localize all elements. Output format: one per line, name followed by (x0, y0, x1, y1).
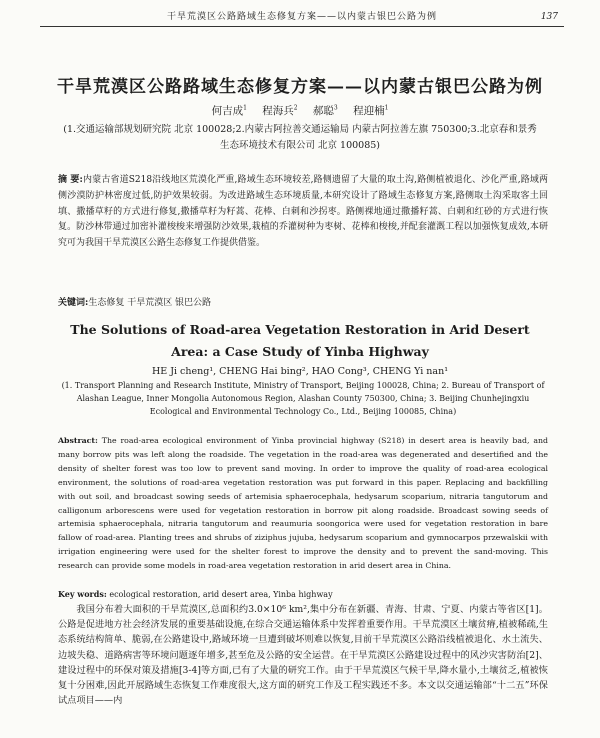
abstract-en-label: Abstract: (58, 436, 98, 445)
abstract-label: 摘 要: (58, 175, 83, 185)
keywords-en-label: Key words: (58, 589, 107, 599)
author-name: 程迎楠 (353, 105, 385, 117)
abstract-english (58, 434, 548, 573)
title-english (30, 319, 570, 363)
body-paragraph: 我国分布着大面积的干旱荒漠区,总面积约3.0×10⁶ km²,集中分布在新疆、青海、甘肃、宁夏、内蒙古等省区[1]。公路是促进地方社会经济发展的重要基础设施,在综合交通运输体系中发挥着重要作用。干旱荒漠区土壤贫瘠,植被稀疏,生态系统结构简单、脆弱,在公路建设中,路域环境一旦遭到破坏则难以恢复,目前干旱荒漠区公路沿线植被退化、水土流失、边坡失稳、道路病害等环境问题逐年增多,甚至危及公路的安全运营。在干旱荒漠区公路建设过程中的风沙灾害防治[2]、建设过程中的环保对策及措施[3-4]等方面,已有了大量的研究工作。由于干旱荒漠区气候干旱,降水量小,土壤贫乏,植被恢复十分困难,因此开展路域生态恢复工作难度很大,这方面的研究工作及工程实践还不多。本文以交通运输部“十二五”环保试点项目——内 (58, 604, 548, 707)
title-english-line-2: Area: a Case Study of Yinba Highway (171, 344, 429, 359)
author-mark: 3 (333, 104, 338, 112)
affiliation-english: (1. Transport Planning and Research Institute, Ministry of Transport, Beijing 100028, China; 2. Bureau of Transport of Alashan League, Inner Mongolia Autonomous Region, Alashan County 750300, China; 3. Beijing Chunhejingxiu Ecological and Environmental Technology Co., Ltd., Beijing 100085, China) (61, 381, 545, 416)
affiliation-chinese: (1.交通运输部规划研究院 北京 100028;2.内蒙古阿拉善交通运输局 内蒙古阿拉善左旗 750300;3.北京春和景秀生态环境技术有限公司 北京 100085) (63, 124, 537, 151)
author-mark: 2 (293, 104, 298, 112)
author-name: 程海兵 (262, 105, 294, 117)
author-mark: 1 (384, 104, 389, 112)
running-header (40, 10, 564, 27)
keywords-label: 关键词: (58, 298, 89, 308)
title-english-line-1: The Solutions of Road-area Vegetation Restoration in Arid Desert (70, 322, 530, 337)
running-title: 干旱荒漠区公路路域生态修复方案——以内蒙古银巴公路为例 (166, 12, 437, 22)
keywords-text: 生态修复 干旱荒漠区 银巴公路 (88, 298, 212, 308)
title-chinese: 干旱荒漠区公路路域生态修复方案——以内蒙古银巴公路为例 (57, 77, 543, 97)
author-mark: 1 (243, 104, 247, 112)
abstract-chinese (58, 173, 548, 252)
keywords-en-text: ecological restoration, arid desert area, Yinba highway (109, 590, 333, 599)
abstract-en-text: The road-area ecological environment of Yinba provincial highway (S218) in desert area is heavily bad, and many borrow pits was left along the roadside. The vegetation in the road-area was degenerated and desertified and the density of shelter forest was too low to prevent sand moving. In order to improve the quality of road-area ecological environment, the solutions of road-area vegetation restoration was put forward in this paper. Replacing and backfilling with out soil, and broadcast sowing seeds of artemisia sphaerocephala, hedysarum scoparium, nitraria tangutorum and calligonum arborescens were used for vegetation restoration in borrow pit along roadside. Broadcast sowing seeds of artemisia sphaerocephala, nitraria tangutorum and reaumuria soongorica were used for vegetation restoration in bare fallow of road-area. Planting trees and shrubs of ziziphus jujuba, hedysarum scoparium and gymnocarpos przewalskii with irrigation engineering were used for the shelter forest to improve the density and to prevent the sand-moving. This research can provide some models in road-area vegetation restoration in arid desert area in China. (58, 436, 548, 571)
author-name: 郝聪 (312, 105, 334, 117)
author-name: 何吉成 (211, 105, 244, 117)
keywords-english (58, 588, 548, 601)
authors-english: HE Ji cheng¹, CHENG Hai bing², HAO Cong³, CHENG Yi nan¹ (151, 366, 449, 377)
abstract-text: 内蒙古省道S218沿线地区荒漠化严重,路域生态环境较差,路侧遗留了大量的取土沟,路侧植被退化、沙化严重,路域两侧沙漠防护林密度过低,防护效果较弱。为改进路域生态环境质量,本研究设计了路域生态修复方案,路侧取土沟采取客土回填、撒播草籽的方式进行修复,撒播草籽为籽蒿、花棒、白刺和沙拐枣。路侧裸地通过撒播籽蒿、白刺和红砂的方式进行恢复。防沙林带通过加密补灌梭梭来增强防沙效果,栽植的乔灌树种为枣树、花棒和梭梭,并配套灌溉工程以加强恢复成效,本研究可为我国干旱荒漠区公路生态修复工作提供借鉴。 (58, 175, 548, 249)
authors-chinese (20, 103, 580, 118)
keywords-chinese (58, 296, 548, 310)
page-number: 137 (540, 12, 558, 22)
